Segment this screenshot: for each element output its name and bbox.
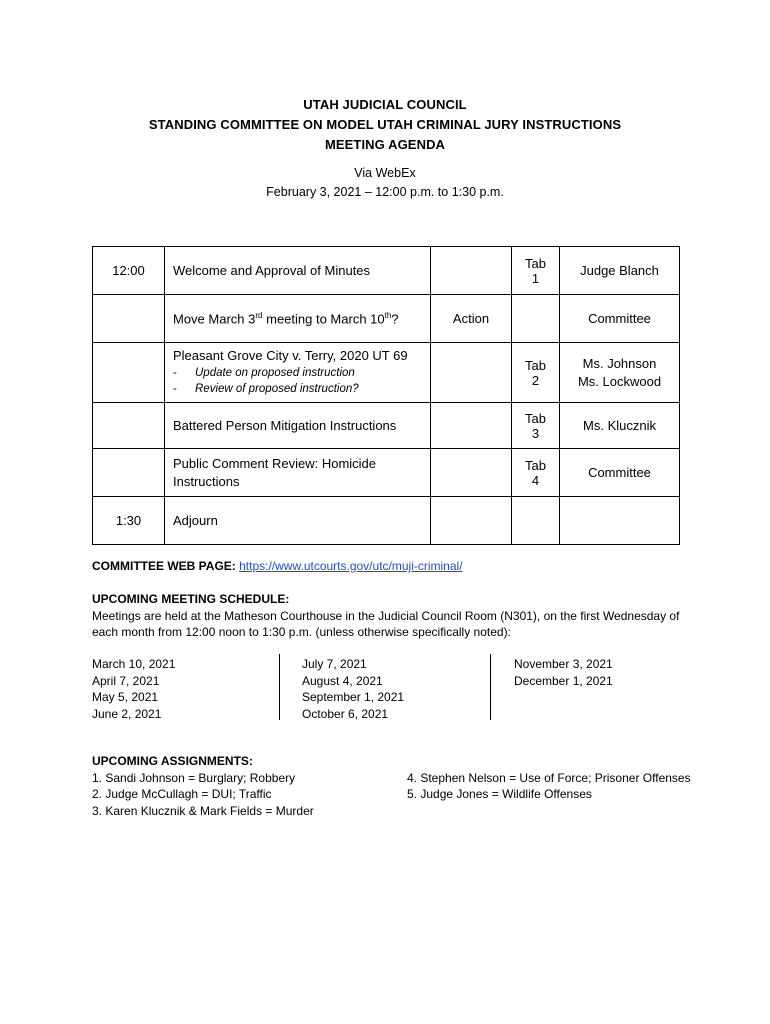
agenda-tab (512, 497, 560, 545)
assignments-right (407, 770, 691, 803)
agenda-row (93, 343, 680, 403)
meeting-schedule (92, 591, 692, 641)
column-divider (490, 654, 491, 720)
agenda-time (93, 343, 165, 403)
meeting-date: October 6, 2021 (302, 706, 389, 721)
agenda-time: 1:30 (93, 497, 165, 545)
committee-web-page-link[interactable]: https://www.utcourts.gov/utc/muji-criminal/ (239, 559, 463, 573)
agenda-tab: Tab 3 (512, 403, 560, 449)
meeting-date: August 4, 2021 (302, 673, 383, 688)
schedule-label: UPCOMING MEETING SCHEDULE: (92, 592, 290, 606)
committee-title: STANDING COMMITTEE ON MODEL UTAH CRIMINAL JURY INSTRUCTIONS (148, 117, 622, 132)
agenda-time (93, 449, 165, 497)
agenda-row (93, 497, 680, 545)
agenda-header (0, 95, 770, 202)
assignment-item: 5. Judge Jones = Wildlife Offenses (407, 787, 592, 801)
schedule-text-line2: each month from 12:00 noon to 1:30 p.m. (unless otherwise specifically noted): (92, 625, 511, 639)
meeting-date: June 2, 2021 (92, 706, 162, 721)
agenda-action (431, 497, 512, 545)
meeting-date: December 1, 2021 (514, 673, 613, 688)
web-page-label: COMMITTEE WEB PAGE: (92, 559, 236, 573)
agenda-item: Adjourn (165, 497, 431, 545)
committee-web-page (92, 558, 463, 575)
agenda-action (431, 343, 512, 403)
agenda-item: Public Comment Review: Homicide Instructions (165, 449, 431, 497)
agenda-time (93, 295, 165, 343)
agenda-item: Battered Person Mitigation Instructions (165, 403, 431, 449)
agenda-presenter: Ms. Johnson Ms. Lockwood (560, 343, 680, 403)
agenda-time (93, 403, 165, 449)
meeting-date: July 7, 2021 (302, 657, 367, 671)
agenda-presenter: Committee (560, 449, 680, 497)
assignments-left (92, 753, 314, 819)
agenda-item: Welcome and Approval of Minutes (165, 247, 431, 295)
agenda-action (431, 247, 512, 295)
meeting-date: November 3, 2021 (514, 657, 613, 671)
agenda-item: Pleasant Grove City v. Terry, 2020 UT 69 - Update on proposed instruction - Review of proposed instruction? (165, 343, 431, 403)
agenda-tab: Tab 2 (512, 343, 560, 403)
assignment-item: 3. Karen Klucznik & Mark Fields = Murder (92, 803, 314, 818)
agenda-time: 12:00 (93, 247, 165, 295)
meeting-location: Via WebEx (354, 166, 416, 180)
agenda-row (93, 403, 680, 449)
agenda-row (93, 247, 680, 295)
sub-item-list: - Update on proposed instruction - Review of proposed instruction? (173, 367, 359, 395)
meeting-date-time: February 3, 2021 – 12:00 p.m. to 1:30 p.m. (266, 185, 504, 199)
agenda-action (431, 449, 512, 497)
schedule-column-1 (92, 656, 175, 722)
council-title: UTAH JUDICIAL COUNCIL (303, 97, 467, 112)
assignments-label: UPCOMING ASSIGNMENTS: (92, 754, 253, 768)
schedule-column-2 (302, 656, 404, 722)
agenda-action: Action (431, 295, 512, 343)
meeting-date: September 1, 2021 (302, 690, 405, 704)
meeting-date: May 5, 2021 (92, 690, 159, 704)
schedule-text-line1: Meetings are held at the Matheson Courthouse in the Judicial Council Room (N301), on the first Wednesday of (92, 608, 680, 623)
agenda-tab (512, 295, 560, 343)
assignment-item: 4. Stephen Nelson = Use of Force; Prisoner Offenses (407, 770, 691, 785)
agenda-row (93, 295, 680, 343)
meeting-date: March 10, 2021 (92, 657, 176, 671)
assignment-item: 1. Sandi Johnson = Burglary; Robbery (92, 770, 296, 785)
agenda-title: MEETING AGENDA (324, 137, 446, 152)
agenda-presenter (560, 497, 680, 545)
agenda-item: Move March 3rd meeting to March 10th? (165, 295, 431, 343)
agenda-presenter: Ms. Klucznik (560, 403, 680, 449)
agenda-tab: Tab 4 (512, 449, 560, 497)
agenda-presenter: Judge Blanch (560, 247, 680, 295)
meeting-date: April 7, 2021 (92, 673, 160, 688)
agenda-row (93, 449, 680, 497)
agenda-action (431, 403, 512, 449)
agenda-tab: Tab 1 (512, 247, 560, 295)
column-divider (279, 654, 280, 720)
assignment-item: 2. Judge McCullagh = DUI; Traffic (92, 787, 272, 801)
agenda-presenter: Committee (560, 295, 680, 343)
agenda-table (92, 246, 680, 545)
schedule-column-3 (514, 656, 613, 689)
